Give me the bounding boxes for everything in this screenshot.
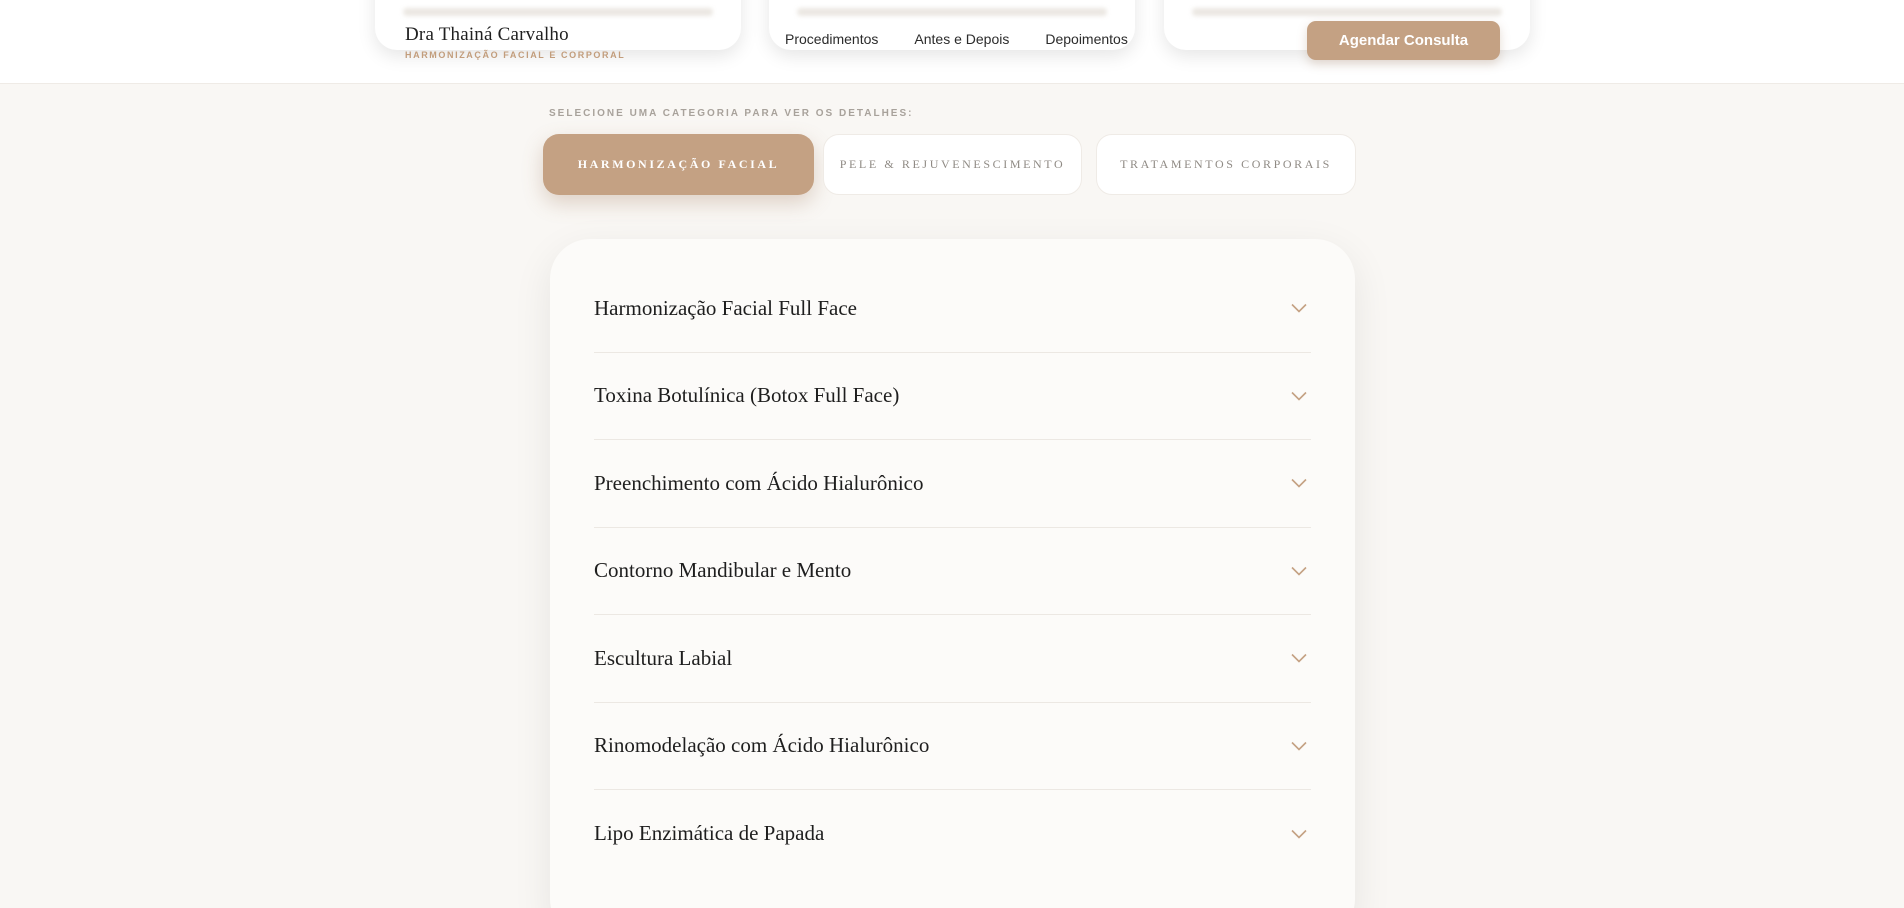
chevron-down-icon <box>1291 741 1307 751</box>
chevron-down-icon <box>1291 391 1307 401</box>
chevron-down-icon <box>1291 303 1307 313</box>
brand-tagline: HARMONIZAÇÃO FACIAL E CORPORAL <box>405 50 626 60</box>
chevron-down-icon <box>1291 478 1307 488</box>
procedure-title: Lipo Enzimática de Papada <box>594 821 825 846</box>
chevron-down-icon <box>1291 829 1307 839</box>
nav-link-depoimentos[interactable]: Depoimentos <box>1045 31 1128 47</box>
accordion-item[interactable] <box>594 265 1311 353</box>
category-tab-pele-rejuvenescimento[interactable]: PELE & REJUVENESCIMENTO <box>823 134 1082 195</box>
procedure-title: Toxina Botulínica (Botox Full Face) <box>594 383 900 408</box>
accordion-item[interactable] <box>594 528 1311 616</box>
brand-logo[interactable] <box>405 24 625 60</box>
procedure-title: Rinomodelação com Ácido Hialurônico <box>594 733 930 758</box>
category-tab-harmonizacao-facial[interactable]: HARMONIZAÇÃO FACIAL <box>543 134 814 195</box>
procedures-accordion <box>594 265 1311 878</box>
procedures-panel <box>550 239 1355 908</box>
procedure-title: Preenchimento com Ácido Hialurônico <box>594 470 924 495</box>
accordion-item[interactable] <box>594 353 1311 441</box>
procedure-title: Contorno Mandibular e Mento <box>594 558 852 583</box>
procedure-title: Escultura Labial <box>594 645 733 670</box>
accordion-item[interactable] <box>594 440 1311 528</box>
chevron-down-icon <box>1291 566 1307 576</box>
nav-link-procedimentos[interactable]: Procedimentos <box>785 31 879 47</box>
category-prompt: SELECIONE UMA CATEGORIA PARA VER OS DETALHES: <box>549 108 914 119</box>
schedule-consultation-button[interactable]: Agendar Consulta <box>1307 21 1500 60</box>
accordion-item[interactable] <box>594 615 1311 703</box>
site-header <box>0 0 1904 84</box>
category-tab-tratamentos-corporais[interactable]: TRATAMENTOS CORPORAIS <box>1096 134 1356 195</box>
accordion-item[interactable] <box>594 703 1311 791</box>
procedure-title: Harmonização Facial Full Face <box>594 295 857 320</box>
brand-name: Dra Thainá Carvalho <box>405 24 569 45</box>
chevron-down-icon <box>1291 653 1307 663</box>
main-nav <box>785 31 1128 47</box>
accordion-item[interactable] <box>594 790 1311 878</box>
nav-link-antes-e-depois[interactable]: Antes e Depois <box>914 31 1010 47</box>
